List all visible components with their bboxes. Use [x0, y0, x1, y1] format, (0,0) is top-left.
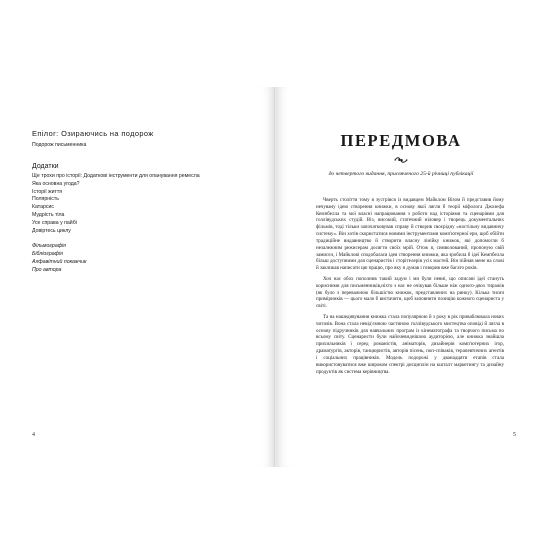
toc-item: Довіртесь циклу	[32, 227, 71, 234]
body-paragraph: Чверть століття тому я зустрівся із видавцем Майклом Візом й представив йому нечувану ідею створення книжки, в основу якої лягли б теорії міфолога Джозефа Кемпбелла та мої власні напрацювання з роботи над історіями та сценаріями для голлівудських студій. Віз, високий, статечний ніловер і творець документальних фільмів, тоді тільки започатковував справу й створив своєрідну «настільну видавничу систему». Він хотів скористатися новими інструментами комп'ютерної ери, щоб обійти традиційне видавництво й створити власну лінійку книжок, які допомогли б незалежним режисерам досягти своїх мрій. Отож я, символований, пропоную свій замисел, і Майклові сподобалася ідея створення книжки, яка зробила б ідеї Кемпбелла більш доступними для сценаристів і сторітелерів усіх мастей. Він пійнав мене на слові й закликав написати цю працю, про яку я думав і говорив вже багато років.	[316, 197, 504, 272]
table-of-contents	[32, 129, 262, 275]
toc-item: Ще трохи про історії: Додаткові інструменти для опанування ремесла	[32, 173, 200, 179]
toc-back-item-bibliography: Бібліографія	[32, 251, 63, 258]
toc-appendix-title: Додатки	[32, 163, 59, 170]
toc-item: Катарсис	[32, 204, 54, 211]
preface-body	[316, 197, 504, 379]
fleuron-ornament-icon	[394, 156, 408, 164]
toc-back-item-index: Алфавітний покажчик	[32, 258, 87, 265]
toc-back-item-about-author: Про автора	[32, 266, 62, 273]
page-number-left: 4	[32, 432, 35, 438]
left-page	[24, 87, 274, 467]
right-page	[276, 87, 526, 467]
toc-item: Мудрість тіла	[32, 211, 65, 218]
body-paragraph: Хоч нас обох пополнив такий задум і ми були певні, що описані ідеї стануть корисними для письменників,ніхто з нас не очікував більше ніж одного-двох тиражів (як було з переважною більшістю книжок, представлених на ринку). Кілька тисяч примірників — цього мало б вистачити, щоб заповнити позицію кожного сценариста у світі.	[316, 275, 504, 310]
toc-item: Полярність	[32, 196, 59, 203]
toc-back-item-filmography: Фільмографія	[32, 243, 66, 250]
page-number-right: 5	[513, 432, 516, 438]
toc-item: Усе справа у пайбі	[32, 219, 77, 226]
body-paragraph: Та на нашедивування книжка стала популярною й з року в рік приваблювала нових читачів. Вона стала невід'ємною частиною голлівудського мистецтва оповіді й лягла в основу підручників для навчальних програм із кінематографа та творчого письма по всьому світу. Сценаристи були найочевиднішою аудиторією, але книжка знайшла прихильників і серед романістів, аніматорів, дизайнерів комп'ютерних ігор, драматургів, акторів, танцюристів, авторів пісень, поп-співаків, терапевтичних агентів і соціальних працівників. Модель подорожі у дванадцяти етапів стала використовуватися вже широком спектрі дисциплін на кшталт маркетингу та дизайну продуктів як система керівництва.	[316, 314, 504, 375]
chapter-title: ПЕРЕДМОВА	[340, 131, 462, 150]
dedication-subtitle: до четвертого видання, присвяченого 25-й річниці публікації	[328, 171, 474, 177]
toc-spacer	[32, 235, 262, 243]
toc-item: Яка основна угода?	[32, 180, 80, 187]
book-spread	[24, 87, 526, 467]
toc-item: Історії життя	[32, 188, 63, 195]
toc-epilogue-subtitle: Подорож письменника	[32, 142, 87, 148]
toc-epilogue-title: Епілог: Озираючись на подорож	[32, 129, 154, 138]
